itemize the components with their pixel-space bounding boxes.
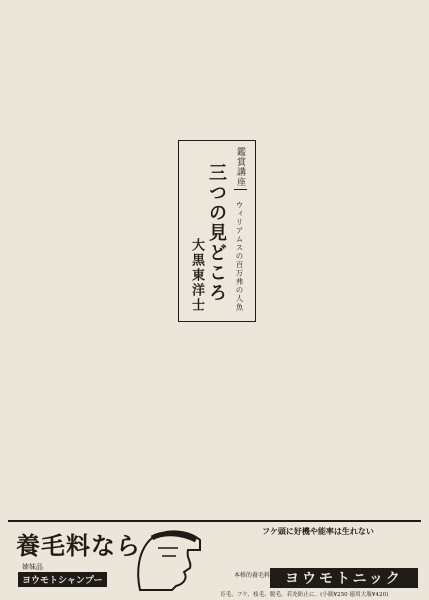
profile-head-illustration: [126, 528, 212, 592]
article-title-box: [178, 140, 256, 322]
ad-footer-text: 育毛、フケ、枝毛、脱毛、若禿防止に。(小瓶¥250 徳用大瓶¥420): [220, 592, 389, 598]
article-title: 三つの見どころ: [206, 163, 227, 303]
article-text-upper-left: [18, 24, 168, 244]
advertisement[interactable]: [8, 520, 421, 600]
article-author: 大黒東洋士: [189, 238, 204, 313]
ad-headline: フケ頭に好機や能率は生れない: [262, 526, 374, 536]
ad-tagline: 本格的養毛料: [234, 572, 271, 579]
ad-product-name: ヨウモトシャンプー: [18, 572, 107, 587]
series-label: 鑑賞講座: [234, 145, 247, 190]
article-text-upper-right: [273, 24, 413, 244]
article-text-lower-left: [18, 250, 138, 515]
ad-brand-logo: ヨウモトニック: [270, 568, 418, 588]
ad-product-label: 姉妹品: [22, 563, 43, 571]
ad-slogan: 養毛料なら: [16, 531, 141, 560]
article-subtitle: ウィリアムスの百万弗の人魚: [235, 201, 244, 312]
article-text-lower-right: [263, 250, 413, 515]
